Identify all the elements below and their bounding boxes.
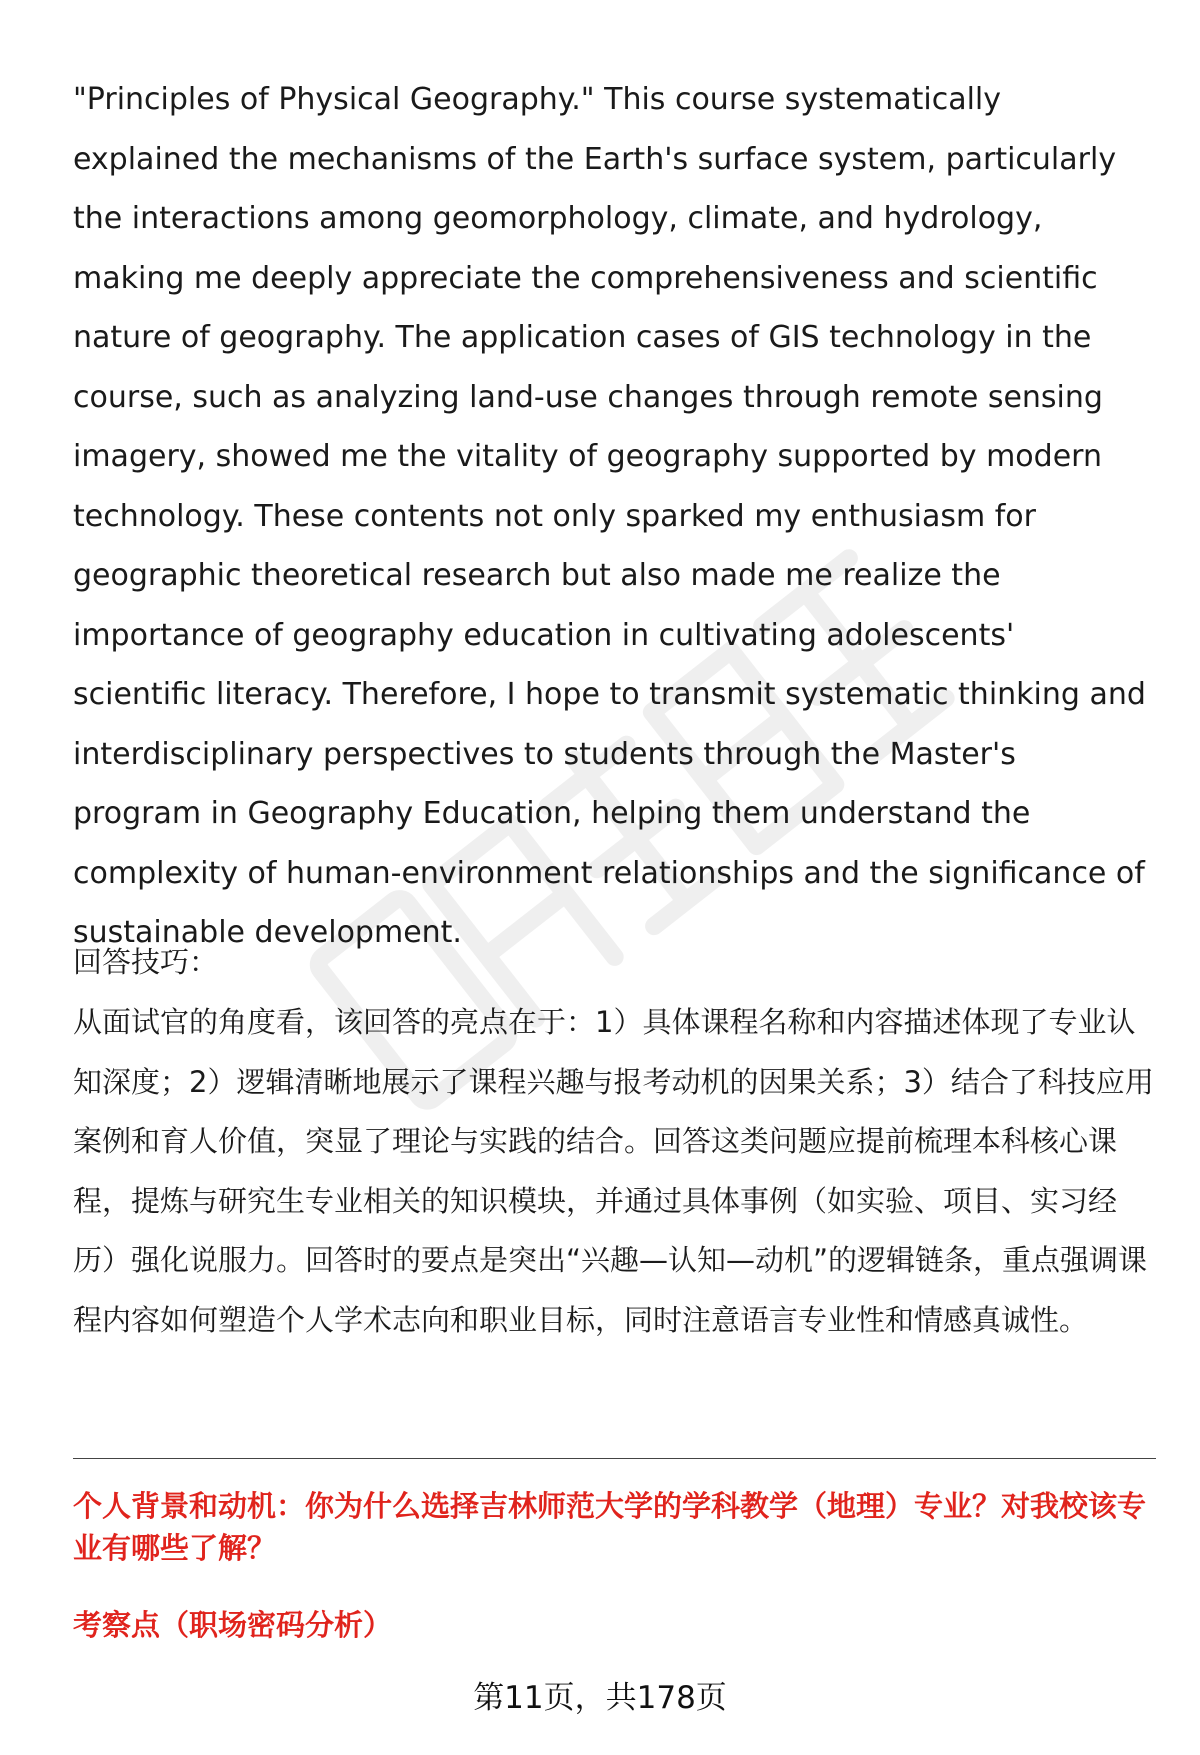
question-heading: 个人背景和动机：你为什么选择吉林师范大学的学科教学（地理）专业？对我校该专业有哪些了解？ [73, 1489, 1147, 1565]
page-number: 第11页，共178页 [473, 1680, 727, 1716]
section-divider [73, 1458, 1156, 1459]
evaluation-subheading: 考察点（职场密码分析） [73, 1608, 393, 1642]
tips-label: 回答技巧： [73, 945, 219, 979]
body-paragraph: "Principles of Physical Geography." This course systematically explained the mechanisms of the Earth's surface system, particularly the interactions among geomorphology, climate, and hydrology, making me deeply appreciate the comprehensiveness and scientific nature of geography. The application cases of GIS technology in the course, such as analyzing land-use changes through remote sensing imagery, showed me the vitality of geography supported by modern technology. These contents not only sparked my enthusiasm for geographic theoretical research but also made me realize the importance of geography education in cultivating adolescents' scientific literacy. Therefore, I hope to transmit systematic thinking and interdisciplinary perspectives to students through the Master's program in Geography Education, helping them understand the complexity of human-environment relationships and the significance of sustainable development. [73, 82, 1146, 950]
tips-paragraph: 从面试官的角度看，该回答的亮点在于：1）具体课程名称和内容描述体现了专业认知深度；2）逻辑清晰地展示了课程兴趣与报考动机的因果关系；3）结合了科技应用案例和育人价值，突显了理论与实践的结合。回答这类问题应提前梳理本科核心课程，提炼与研究生专业相关的知识模块，并通过具体事例（如实验、项目、实习经历）强化说服力。回答时的要点是突出“兴趣—认知—动机”的逻辑链条，重点强调课程内容如何塑造个人学术志向和职业目标，同时注意语言专业性和情感真诚性。 [73, 1005, 1154, 1337]
